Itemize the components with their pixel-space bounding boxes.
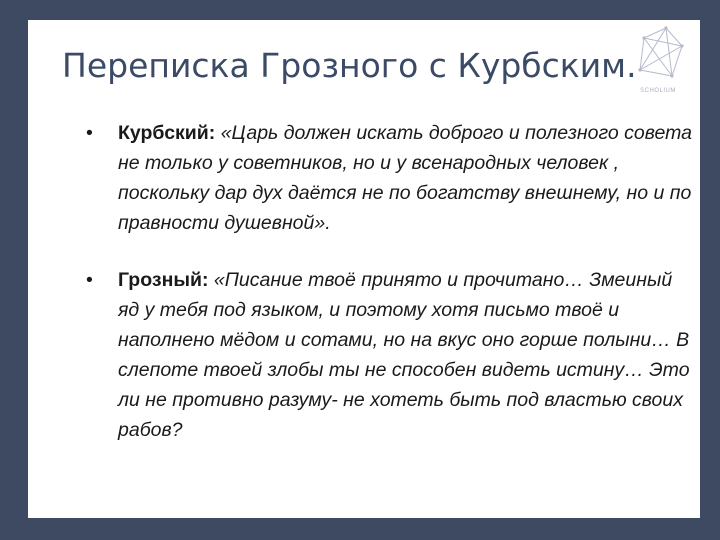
quote-text: «Царь должен искать доброго и полезного совета не только у советников, но и у всенародных человек , поскольку дар дух даётся не по богатству внешнему, но и по правности душевной». xyxy=(118,122,693,234)
bullet-item-grozny xyxy=(86,265,696,445)
logo-text: SCHOLIUM xyxy=(640,88,676,94)
quote-text: «Писание твоё принято и прочитано… Змеиный яд у тебя под языком, и поэтому хотя письмо твоё и наполнено мёдом и сотами, но на вкус оно горше полыни… В слепоте твоей злобы ты не способен видеть истину… Это ли не противно разуму- не хотеть быть под властью своих рабов? xyxy=(118,269,690,441)
slide-title: Переписка Грозного с Курбским. xyxy=(62,46,637,85)
bullet-mark: • xyxy=(86,269,93,291)
bullet-mark: • xyxy=(86,122,93,144)
speaker-name: Курбский: xyxy=(118,122,221,144)
bullet-list xyxy=(86,118,696,445)
geometric-polyhedron-logo-icon xyxy=(626,24,690,86)
speaker-name: Грозный: xyxy=(118,269,214,291)
slide xyxy=(28,20,700,518)
logo xyxy=(626,24,690,104)
bullet-item-kurbsky xyxy=(86,118,696,238)
